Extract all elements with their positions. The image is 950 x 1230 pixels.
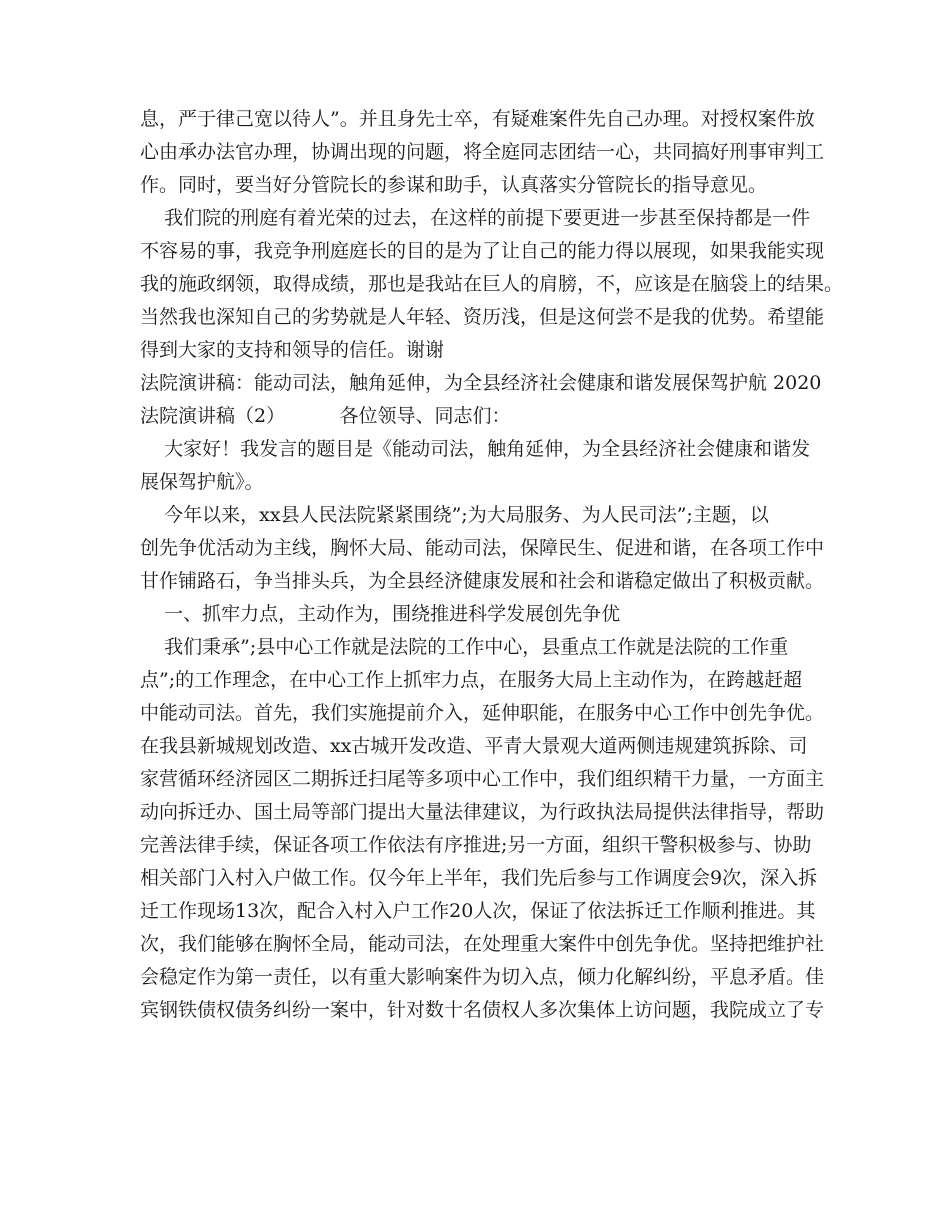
text-line: 动向拆迁办、国土局等部门提出大量法律建议，为行政执法局提供法律指导，帮助 xyxy=(140,801,825,823)
text-line: 甘作铺路石，争当排头兵，为全县经济健康发展和社会和谐稳定做出了积极贡献。 xyxy=(140,570,825,592)
text-line: 今年以来，xx县人民法院紧紧围绕”;为大局服务、为人民司法”;主题，以 xyxy=(140,504,769,526)
text-line: 得到大家的支持和领导的信任。谢谢 xyxy=(140,339,445,361)
text-line: 创先争优活动为主线，胸怀大局、能动司法，保障民生、促进和谐，在各项工作中 xyxy=(140,537,825,559)
text-line: 次，我们能够在胸怀全局，能动司法，在处理重大案件中创先争优。坚持把维护社 xyxy=(140,933,825,955)
text-line: 我的施政纲领，取得成绩，那也是我站在巨人的肩膀，不，应该是在脑袋上的结果。 xyxy=(140,273,844,295)
text-line: 我们院的刑庭有着光荣的过去，在这样的前提下要更进一步甚至保持都是一件 xyxy=(140,207,811,229)
text-line: 我们秉承”;县中心工作就是法院的工作中心，县重点工作就是法院的工作重 xyxy=(140,636,789,658)
text-line: 展保驾护航》。 xyxy=(140,471,264,493)
text-line: 当然我也深知自己的劣势就是人年轻、资历浅，但是这何尝不是我的优势。希望能 xyxy=(140,306,825,328)
text-line: 家营循环经济园区二期拆迁扫尾等多项中心工作中，我们组织精干力量，一方面主 xyxy=(140,768,825,790)
text-line: 心由承办法官办理，协调出现的问题，将全庭同志团结一心，共同搞好刑事审判工 xyxy=(140,141,825,163)
text-line: 相关部门入村入户做工作。仅今年上半年，我们先后参与工作调度会9次，深入拆 xyxy=(140,867,818,889)
body-text xyxy=(140,103,844,1027)
text-line: 迁工作现场13次，配合入村入户工作20人次，保证了依法拆迁工作顺利推进。其 xyxy=(140,900,816,922)
speech-title-line: 法院演讲稿（2） 各位领导、同志们： xyxy=(140,405,511,427)
speech-title-line: 法院演讲稿：能动司法，触角延伸，为全县经济社会健康和谐发展保驾护航 2020 xyxy=(140,372,822,394)
text-line: 宾钢铁债权债务纠纷一案中，针对数十名债权人多次集体上访问题，我院成立了专 xyxy=(140,999,825,1021)
text-line: 点”;的工作理念，在中心工作上抓牢力点，在服务大局上主动作为，在跨越赶超 xyxy=(140,669,803,691)
text-line: 中能动司法。首先，我们实施提前介入，延伸职能，在服务中心工作中创先争优。 xyxy=(140,702,825,724)
section-heading: 一、抓牢力点，主动作为，围绕推进科学发展创先争优 xyxy=(140,603,621,625)
text-line: 息，严于律己宽以待人”。并且身先士卒，有疑难案件先自己办理。对授权案件放 xyxy=(140,108,815,130)
text-line: 完善法律手续，保证各项工作依法有序推进;另一方面，组织干警积极参与、协助 xyxy=(140,834,812,856)
text-line: 不容易的事，我竞争刑庭庭长的目的是为了让自己的能力得以展现，如果我能实现 xyxy=(140,240,825,262)
text-line: 在我县新城规划改造、xx古城开发改造、平青大景观大道两侧违规建筑拆除、司 xyxy=(140,735,808,757)
text-line: 大家好！我发言的题目是《能动司法，触角延伸，为全县经济社会健康和谐发 xyxy=(140,438,811,460)
text-line: 作。同时，要当好分管院长的参谋和助手，认真落实分管院长的指导意见。 xyxy=(140,174,768,196)
text-line: 会稳定作为第一责任，以有重大影响案件为切入点，倾力化解纠纷，平息矛盾。佳 xyxy=(140,966,825,988)
